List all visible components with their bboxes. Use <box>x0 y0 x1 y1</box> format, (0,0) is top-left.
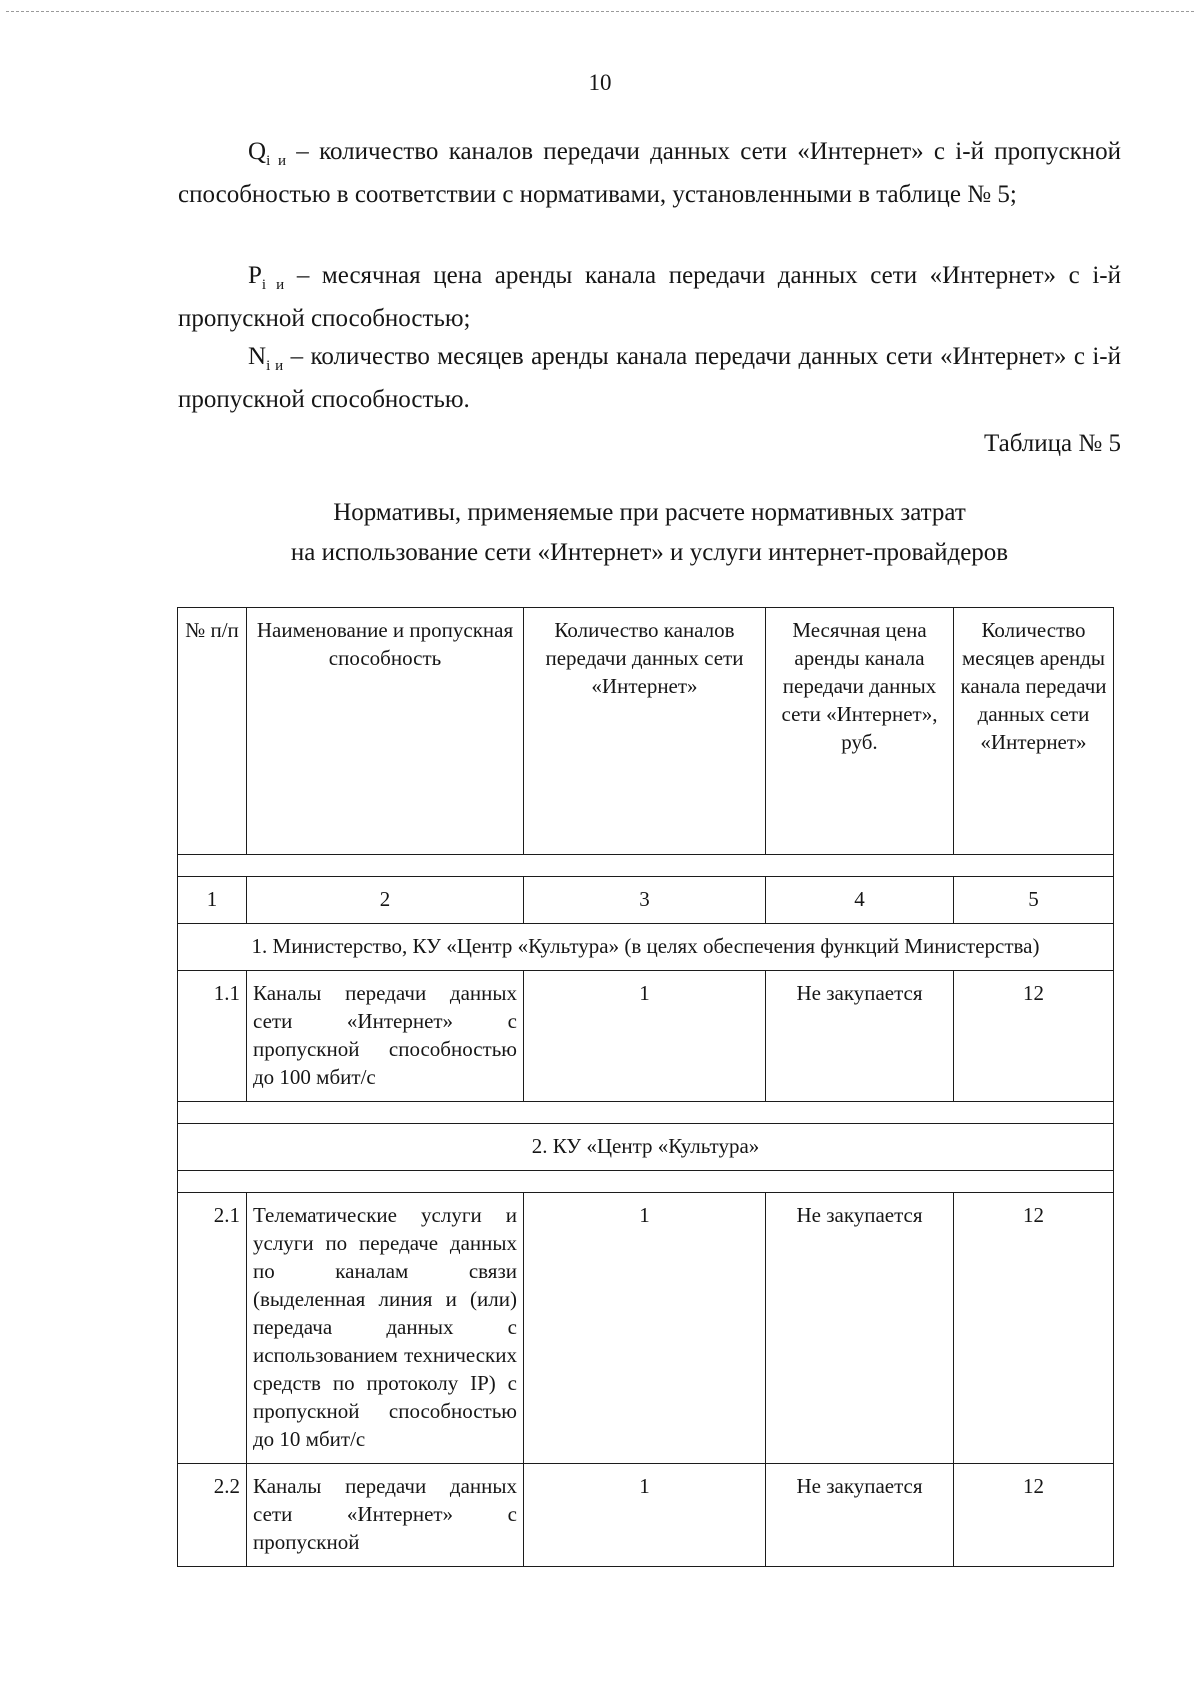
row-name: Каналы передачи данных сети «Интернет» с пропускной <box>247 1464 524 1567</box>
row-name: Каналы передачи данных сети «Интернет» с пропускной способностью до 100 мбит/с <box>247 971 524 1102</box>
definition-symbol: N <box>248 343 267 370</box>
column-number: 4 <box>766 877 954 924</box>
row-price: Не закупается <box>766 1193 954 1464</box>
gap-cell <box>178 1102 1114 1124</box>
row-name: Телематические услуги и услуги по передаче данных по каналам связи (выделенная линия и (или) передача данных с использованием технических средств по протоколу IP) с пропускной способностью до 10 мбит/с <box>247 1193 524 1464</box>
definition-symbol: Q <box>248 138 267 165</box>
section-title: 2. КУ «Центр «Культура» <box>178 1124 1114 1171</box>
column-number-row <box>178 877 1114 924</box>
table-gap <box>178 855 1114 877</box>
definition-text: – количество каналов передачи данных сети «Интернет» с i-й пропускной способностью в соответствии с нормативами, установленными в таблице № 5; <box>178 138 1121 208</box>
definition-symbol: P <box>248 262 262 289</box>
column-number: 2 <box>247 877 524 924</box>
header-cell-price: Месячная цена аренды канала передачи данных сети «Интернет», руб. <box>766 608 954 855</box>
row-quantity: 1 <box>524 971 766 1102</box>
definition-subscript: i и <box>261 277 285 293</box>
row-months: 12 <box>954 1464 1114 1567</box>
definition-text: – месячная цена аренды канала передачи данных сети «Интернет» с i-й пропускной способностью; <box>178 262 1121 332</box>
row-price: Не закупается <box>766 1464 954 1567</box>
definition-subscript: i и <box>266 153 287 169</box>
gap-cell <box>178 855 1114 877</box>
row-months: 12 <box>954 971 1114 1102</box>
norms-table <box>177 607 1114 1567</box>
row-price: Не закупается <box>766 971 954 1102</box>
row-months: 12 <box>954 1193 1114 1464</box>
table-caption: Таблица № 5 <box>983 430 1121 457</box>
header-cell-number: № п/п <box>178 608 247 855</box>
table-row <box>178 1193 1114 1464</box>
column-number: 5 <box>954 877 1114 924</box>
section-title: 1. Министерство, КУ «Центр «Культура» (в целях обеспечения функций Министерства) <box>178 924 1114 971</box>
section-row <box>178 1124 1114 1171</box>
table-title <box>178 493 1121 573</box>
definition-p <box>178 256 1121 339</box>
definition-text: – количество месяцев аренды канала передачи данных сети «Интернет» с i-й пропускной способностью. <box>178 343 1121 413</box>
table-title-line: на использование сети «Интернет» и услуги интернет-провайдеров <box>290 539 1009 566</box>
row-number: 2.2 <box>178 1464 247 1567</box>
header-cell-months: Количество месяцев аренды канала передачи данных сети «Интернет» <box>954 608 1114 855</box>
column-number: 1 <box>178 877 247 924</box>
definition-subscript: i и <box>266 358 284 374</box>
definition-n <box>178 337 1121 420</box>
table-title-line: Нормативы, применяемые при расчете нормативных затрат <box>333 499 966 526</box>
table-gap <box>178 1171 1114 1193</box>
column-number: 3 <box>524 877 766 924</box>
row-quantity: 1 <box>524 1464 766 1567</box>
gap-cell <box>178 1171 1114 1193</box>
section-row <box>178 924 1114 971</box>
header-cell-quantity: Количество каналов передачи данных сети «Интернет» <box>524 608 766 855</box>
scan-edge-line <box>6 11 1194 12</box>
table-gap <box>178 1102 1114 1124</box>
definition-q <box>178 132 1121 215</box>
row-number: 2.1 <box>178 1193 247 1464</box>
table-row <box>178 971 1114 1102</box>
header-cell-name: Наименование и пропускная способность <box>247 608 524 855</box>
table-row <box>178 1464 1114 1567</box>
header-row <box>178 608 1114 855</box>
page-number: 10 <box>588 70 612 95</box>
row-quantity: 1 <box>524 1193 766 1464</box>
row-number: 1.1 <box>178 971 247 1102</box>
